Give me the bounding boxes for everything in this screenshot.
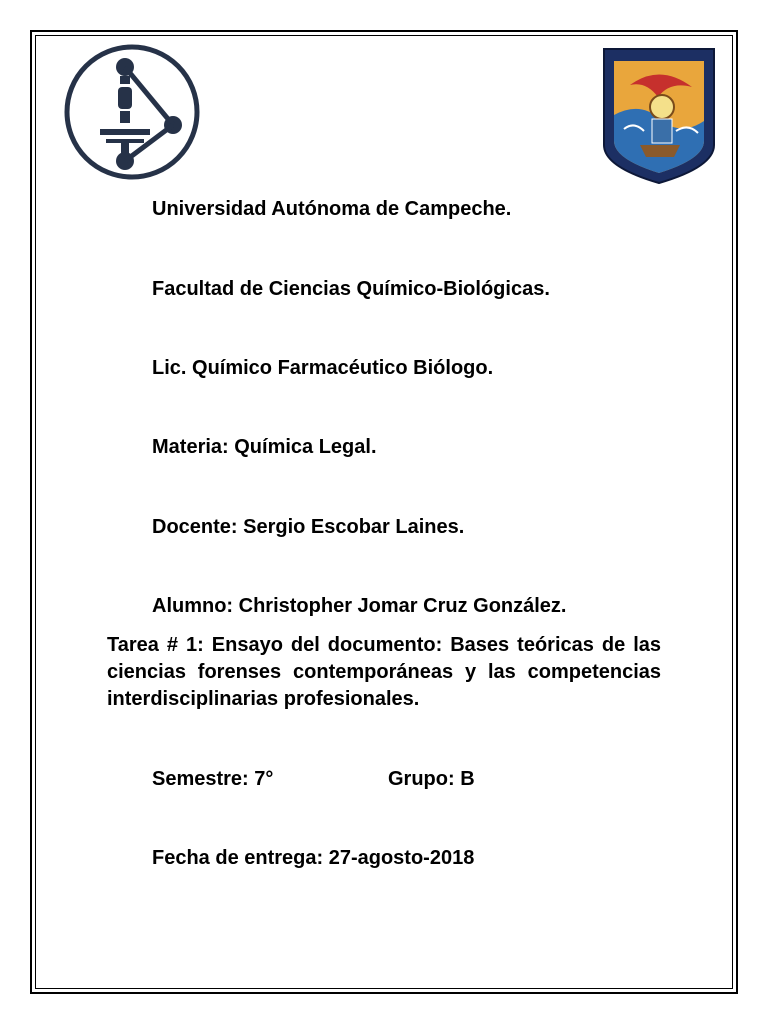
teacher-line: Docente: Sergio Escobar Laines. — [152, 516, 465, 538]
subject-line: Materia: Química Legal. — [152, 436, 377, 458]
degree-name: Lic. Químico Farmacéutico Biólogo. — [152, 357, 494, 379]
due-date-line: Fecha de entrega: 27-agosto-2018 — [152, 847, 475, 869]
group-line: Grupo: B — [388, 768, 475, 790]
university-name: Universidad Autónoma de Campeche. — [152, 198, 512, 220]
semester-line: Semestre: 7° — [152, 768, 274, 790]
student-line: Alumno: Christopher Jomar Cruz González. — [152, 595, 567, 617]
faculty-name: Facultad de Ciencias Químico-Biológicas. — [152, 278, 550, 300]
university-shield-icon — [600, 45, 718, 185]
assignment-title: Tarea # 1: Ensayo del documento: Bases teóricas de las ciencias forenses contemporáneas y las competencias interdisciplinarias profesionales. — [107, 634, 661, 710]
faculty-lab-emblem-icon — [63, 43, 201, 181]
